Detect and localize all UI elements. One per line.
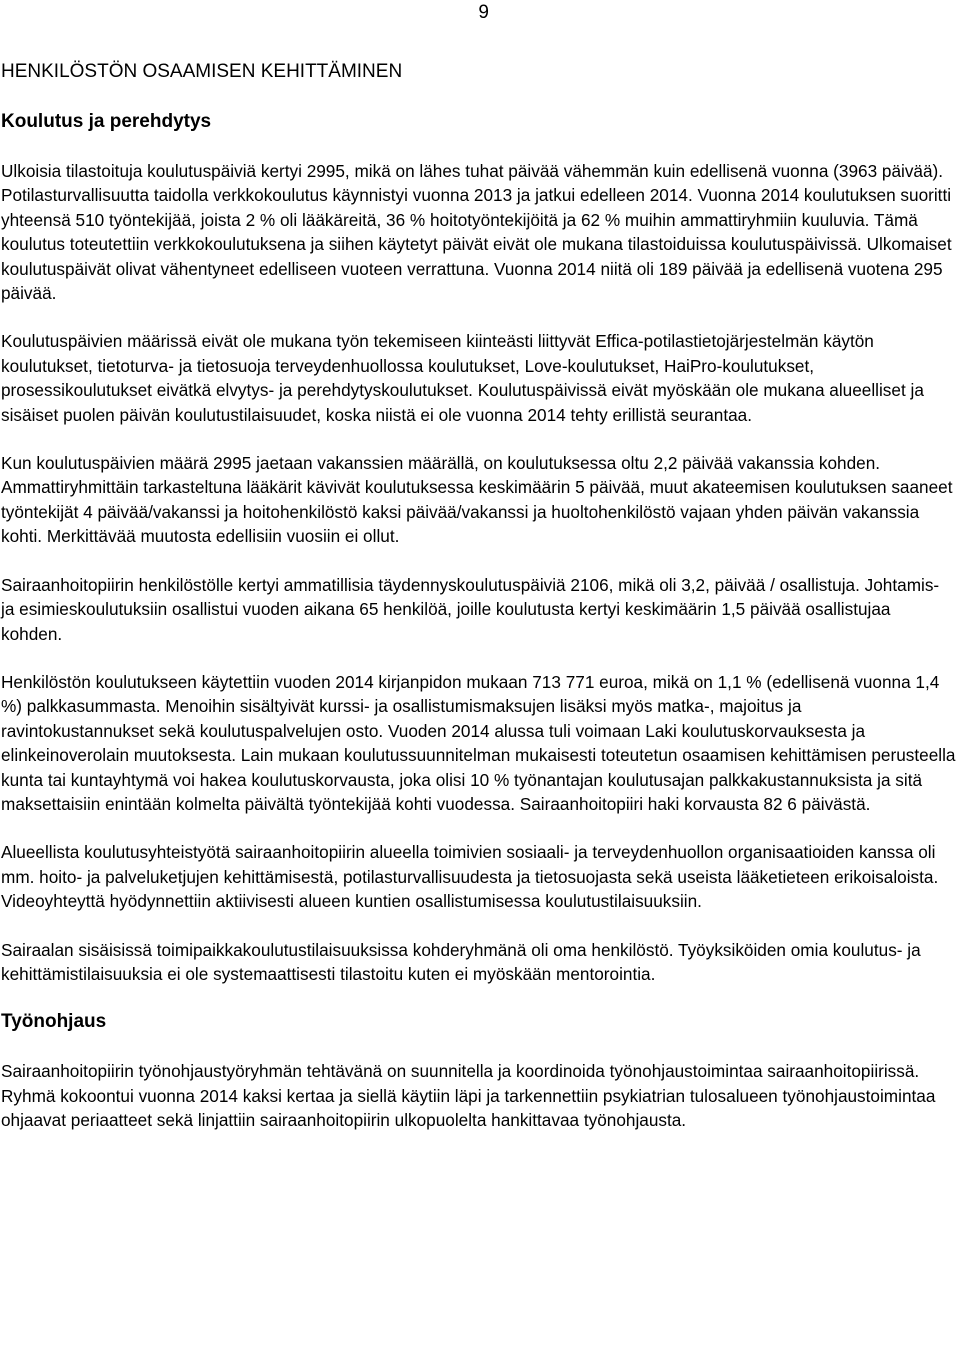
paragraph: Ulkoisia tilastoituja koulutuspäiviä kertyi 2995, mikä on lähes tuhat päivää vähemmän kuin edellisenä vuonna (3963 päivää). Potilasturvallisuutta taidolla verkkokoulutus käynnistyi vuonna 2013 ja jatkui edelleen 2014. Vuonna 2014 koulutuksen suoritti yhteensä 510 työntekijää, joista 2 % oli lääkäreitä, 36 % hoitotyöntekijöitä ja 62 % muihin ammattiryhmiin kuuluvia. Tämä koulutus toteutettiin verkkokoulutuksena ja siihen käytetyt päivät eivät ole mukana tilastoiduissa koulutuspäivissä. Ulkomaiset koulutuspäivät olivat vähentyneet edelliseen vuoteen verrattuna. Vuonna 2014 niitä oli 189 päivää ja edellisenä vuotena 295 päivää. — [1, 161, 952, 304]
page-title: HENKILÖSTÖN OSAAMISEN KEHITTÄMINEN — [1, 61, 403, 82]
paragraph: Sairaanhoitopiirin työnohjaustyöryhmän tehtävänä on suunnitella ja koordinoida työnohjaustoimintaa sairaanhoitopiirissä. Ryhmä kokoontui vuonna 2014 kaksi kertaa ja siellä käytiin läpi ja tarkennettiin psykiatrian tulosalueen työnohjaustoimintaa ohjaavat periaatteet sekä linjattiin sairaanhoitopiirin ulkopuolelta hankittavaa työnohjausta. — [1, 1061, 936, 1131]
paragraph: Sairaanhoitopiirin henkilöstölle kertyi ammatillisia täydennyskoulutuspäiviä 2106, mikä oli 3,2, päivää / osallistuja. Johtamis- ja esimieskoulutuksiin osallistui vuoden aikana 65 henkilöä, joille koulutusta kertyi keskimäärin 1,5 päivää osallistujaa kohden. — [1, 574, 940, 644]
paragraph: Sairaalan sisäisissä toimipaikkakoulutustilaisuuksissa kohderyhmänä oli oma henkilöstö. Työyksiköiden omia koulutus- ja kehittämistilaisuuksia ei ole systemaattisesti tilastoitu kuten ei myöskään mentorointia. — [1, 939, 921, 984]
document-body — [1, 60, 956, 1133]
paragraph: Alueellista koulutusyhteistyötä sairaanhoitopiirin alueella toimivien sosiaali- ja terveydenhuollon organisaatioiden kanssa oli mm. hoito- ja palveluketjujen kehittämisestä, potilasturvallisuudesta ja tietosuojasta sekä useista lääketieteen erikoisaloista. Videoyhteyttä hyödynnettiin aktiivisesti alueen kuntien osallistumisessa koulutustilaisuuksiin. — [1, 842, 939, 912]
paragraph: Kun koulutuspäivien määrä 2995 jaetaan vakanssien määrällä, on koulutuksessa oltu 2,2 päivää vakanssia kohden. Ammattiryhmittäin tarkasteltuna lääkärit kävivät koulutuksessa keskimäärin 5 päivää, muut akateemisen koulutuksen saaneet työntekijät 4 päivää/vakanssi ja hoitohenkilöstö kaksi päivää/vakanssi ja huoltohenkilöstö vajaan yhden päivän vakanssia kohti. Merkittävää muutosta edellisiin vuosiin ei ollut. — [1, 453, 953, 547]
paragraph: Koulutuspäivien määrissä eivät ole mukana työn tekemiseen kiinteästi liittyvät Effica-potilastietojärjestelmän käytön koulutukset, tietoturva- ja tietosuoja terveydenhuollossa koulutukset, Love-koulutukset, HaiPro-koulutukset, prosessikoulutukset eivätkä elvytys- ja perehdytyskoulutukset. Koulutuspäivissä eivät myöskään ole mukana alueelliset ja sisäiset puolen päivän koulutustilaisuudet, koska niistä ei ole vuonna 2014 tehty erillistä seurantaa. — [1, 331, 924, 425]
section-heading-koulutus: Koulutus ja perehdytys — [1, 111, 212, 132]
section-heading-tyonohjaus: Työnohjaus — [1, 1011, 107, 1033]
page-number: 9 — [478, 2, 489, 23]
paragraph: Henkilöstön koulutukseen käytettiin vuoden 2014 kirjanpidon mukaan 713 771 euroa, mikä on 1,1 % (edellisenä vuonna 1,4 %) palkkasummasta. Menoihin sisältyivät kurssi- ja osallistumismaksujen lisäksi myös matka-, majoitus ja ravintokustannukset sekä koulutuspalvelujen osto. Vuoden 2014 alussa tuli voimaan Laki koulutuskorvauksesta ja elinkeinoverolain muutoksesta. Lain mukaan koulutussuunnitelman mukaisesti toteutetun osaamisen kehittämisen perusteella kunta tai kuntayhtymä voi hakea koulutuskorvausta, joka olisi 10 % työnantajan koulutusajan palkkakustannuksista ja sitä maksettaisiin enintään kolmelta päivältä työntekijää kohti vuodessa. Sairaanhoitopiiri haki korvausta 82 6 päivästä. — [1, 671, 956, 814]
